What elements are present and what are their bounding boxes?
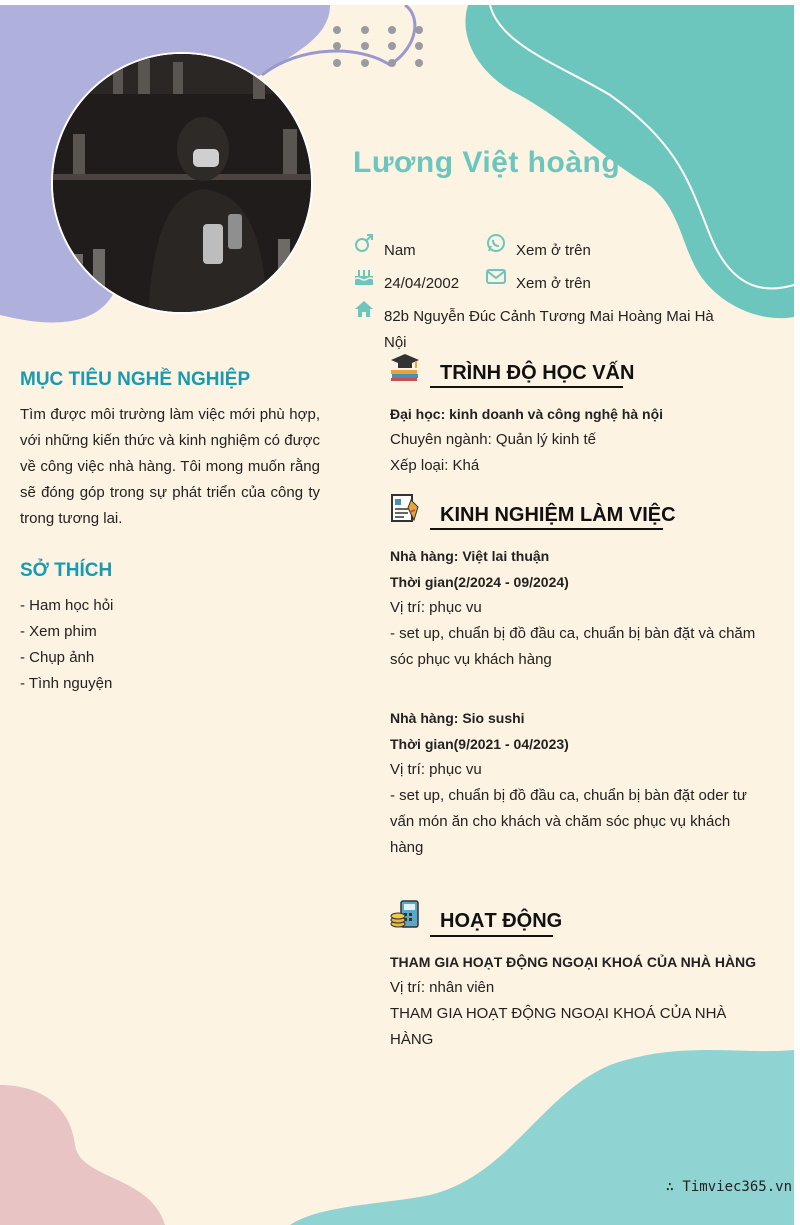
- job-description: - set up, chuẩn bị đồ đầu ca, chuẩn bị bàn đặt và chăm sóc phục vụ khách hàng: [390, 625, 756, 668]
- activity-description: THAM GIA HOẠT ĐỘNG NGOẠI KHOÁ CỦA NHÀ HÀNG: [390, 1005, 727, 1048]
- light-teal-blob: [290, 1050, 794, 1225]
- address-value: 82b Nguyễn Đúc Cảnh Tương Mai Hoàng Mai Hà Nội: [384, 308, 714, 351]
- graduation-books-icon: [389, 350, 421, 382]
- job-entry-2: [390, 705, 760, 861]
- job-company: Nhà hàng: Sio sushi: [390, 710, 525, 726]
- job-company: Nhà hàng: Việt lai thuận: [390, 548, 550, 564]
- birthday-value: 24/04/2002: [384, 275, 460, 292]
- list-item: - Ham học hỏi: [20, 597, 114, 614]
- email-icon: [485, 265, 507, 287]
- profile-photo: [51, 52, 313, 314]
- experience-underline: [430, 528, 663, 530]
- education-block: [390, 401, 760, 479]
- job-position: Vị trí: phục vu: [390, 761, 482, 778]
- resume-icon: [389, 492, 421, 524]
- activities-underline: [430, 935, 553, 937]
- resume-page: [0, 5, 794, 1225]
- activity-name: THAM GIA HOẠT ĐỘNG NGOẠI KHOÁ CỦA NHÀ HÀNG: [390, 954, 757, 970]
- list-item: - Tình nguyện: [20, 675, 113, 692]
- job-description: - set up, chuẩn bị đồ đầu ca, chuẩn bị bàn đặt oder tư vấn món ăn cho khách và chăm sóc phục vụ khách hàng: [390, 787, 747, 856]
- phone-value: Xem ở trên: [516, 242, 591, 259]
- activity-entry: [390, 949, 770, 1053]
- candidate-name: Lương Việt hoàng: [353, 146, 621, 179]
- list-item: - Chụp ảnh: [20, 649, 95, 666]
- experience-title: KINH NGHIỆM LÀM VIỆC: [440, 504, 676, 526]
- hobbies-title: SỞ THÍCH: [20, 560, 113, 581]
- gender-value: Nam: [384, 242, 416, 259]
- education-major: Chuyên ngành: Quản lý kinh tế: [390, 431, 596, 448]
- pink-blob: [0, 1085, 165, 1225]
- activity-calculator-icon: [389, 898, 421, 930]
- objective-title: MỤC TIÊU NGHỀ NGHIỆP: [20, 369, 251, 390]
- education-school: Đại học: kinh doanh và công nghệ hà nội: [390, 406, 664, 422]
- activity-position: Vị trí: nhân viên: [390, 979, 495, 996]
- activities-title: HOẠT ĐỘNG: [440, 910, 563, 932]
- birthday-cake-icon: [353, 265, 375, 287]
- home-icon: [353, 298, 375, 320]
- hobbies-list: [20, 593, 113, 697]
- gender-icon: [353, 232, 375, 254]
- job-period: Thời gian(9/2021 - 04/2023): [390, 736, 569, 752]
- whatsapp-icon: [485, 232, 507, 254]
- education-underline: [430, 386, 623, 388]
- watermark: ∴ Timviec365.vn: [665, 1179, 792, 1195]
- job-period: Thời gian(2/2024 - 09/2024): [390, 574, 569, 590]
- education-title: TRÌNH ĐỘ HỌC VẤN: [440, 362, 635, 384]
- job-entry-1: [390, 543, 760, 673]
- objective-text: Tìm được môi trường làm việc mới phù hợp, với những kiến thức và kinh nghiệm có được về công việc nhà hàng. Tôi mong muốn rằng sẽ đóng góp trong sự phát triển của công ty trong tương lai.: [20, 406, 320, 527]
- education-grade: Xếp loại: Khá: [390, 457, 480, 474]
- job-position: Vị trí: phục vu: [390, 599, 482, 616]
- list-item: - Xem phim: [20, 623, 97, 640]
- email-value: Xem ở trên: [516, 275, 591, 292]
